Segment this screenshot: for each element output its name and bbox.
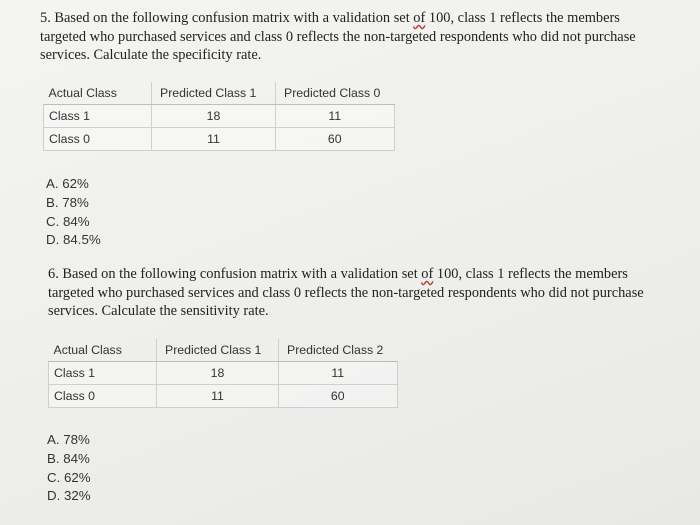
header-predicted-class-2: Predicted Class 2 <box>279 339 398 362</box>
row-label: Class 1 <box>49 362 157 385</box>
table-cell: 11 <box>157 385 279 408</box>
answer-option-d: D. 32% <box>47 488 91 504</box>
answer-option-c: C. 84% <box>46 213 90 229</box>
spellcheck-flagged-word: of <box>421 266 434 282</box>
table-header-row <box>49 339 398 362</box>
header-predicted-class-1: Predicted Class 1 <box>152 82 276 105</box>
answer-option-b: B. 84% <box>47 450 90 466</box>
question-5-text <box>40 9 640 65</box>
answer-option-a: A. 78% <box>47 432 90 447</box>
header-actual-class: Actual Class <box>49 339 157 362</box>
answer-options-6 <box>47 431 91 506</box>
row-label: Class 1 <box>44 105 152 128</box>
question-5-text-start: 5. Based on the following confusion matrix with a validation set <box>40 10 414 26</box>
table-cell: 18 <box>157 362 279 385</box>
table-row <box>44 105 395 128</box>
table-header-row <box>44 82 395 105</box>
row-label: Class 0 <box>44 128 152 151</box>
spellcheck-flagged-word: of <box>413 10 426 26</box>
confusion-matrix-table-5 <box>43 82 395 151</box>
table-cell: 11 <box>279 362 398 385</box>
table-row <box>49 385 398 408</box>
table-cell: 60 <box>279 385 398 408</box>
table-row <box>49 362 398 385</box>
table-cell: 18 <box>152 105 276 128</box>
question-6-text-end: 100, class 1 reflects the members targeted who purchased services and class 0 reflects the non-targeted respondents who did not purchase services. Calculate the sensitivity rate. <box>48 266 644 319</box>
header-predicted-class-1: Predicted Class 1 <box>157 339 279 362</box>
question-6-text-start: 6. Based on the following confusion matrix with a validation set <box>48 266 422 282</box>
answer-option-c: C. 62% <box>47 469 91 485</box>
table-row <box>44 128 395 151</box>
table-cell: 60 <box>276 128 395 151</box>
header-actual-class: Actual Class <box>44 82 152 105</box>
header-predicted-class-0: Predicted Class 0 <box>276 82 395 105</box>
answer-options-5 <box>46 175 101 250</box>
answer-option-d: D. 84.5% <box>46 232 101 248</box>
answer-option-b: B. 78% <box>46 194 89 210</box>
question-5-text-end: 100, class 1 reflects the members targeted who purchased services and class 0 reflects the non-targeted respondents who did not purchase services. Calculate the specificity rate. <box>40 10 636 63</box>
row-label: Class 0 <box>49 385 157 408</box>
table-cell: 11 <box>152 128 276 151</box>
table-cell: 11 <box>276 105 395 128</box>
confusion-matrix-table-6 <box>48 339 398 408</box>
answer-option-a: A. 62% <box>46 176 89 191</box>
question-6-text <box>48 265 648 321</box>
